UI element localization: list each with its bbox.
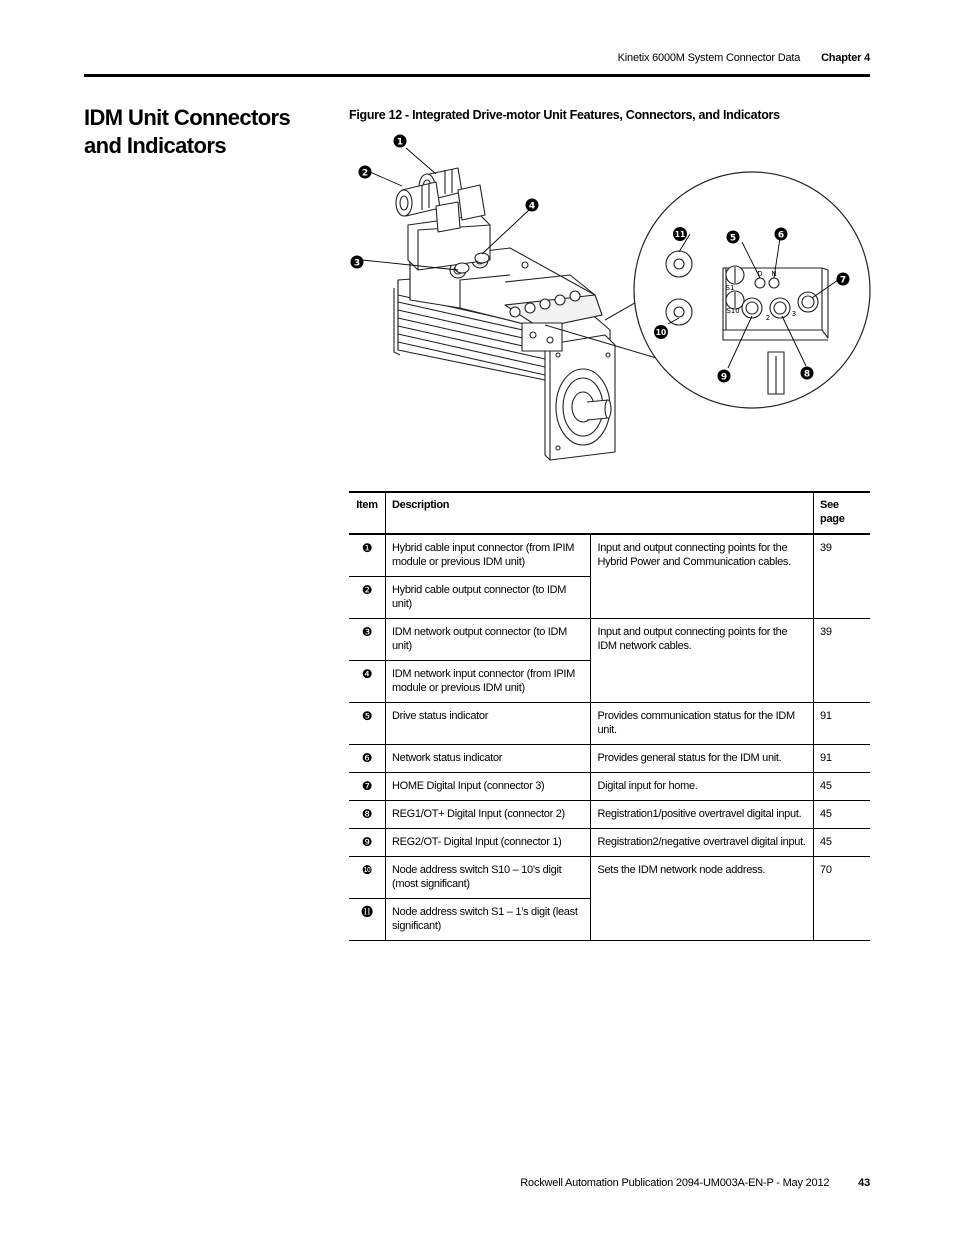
- callout-7: [837, 273, 850, 286]
- callout-10: [654, 325, 668, 339]
- table-row: [349, 829, 870, 857]
- item-page: 45: [814, 801, 870, 829]
- item-number: ❺: [349, 703, 385, 745]
- page-footer: [84, 1177, 870, 1189]
- svg-text:2: 2: [361, 168, 369, 179]
- figure-caption: Figure 12 - Integrated Drive-motor Unit Features, Connectors, and Indicators: [349, 108, 780, 122]
- item-function: Registration1/positive overtravel digital input.: [591, 801, 814, 829]
- item-function: Sets the IDM network node address.: [591, 857, 814, 941]
- item-description: HOME Digital Input (connector 3): [385, 773, 590, 801]
- item-page: 45: [814, 773, 870, 801]
- svg-text:9: 9: [720, 372, 728, 383]
- table-row: [349, 703, 870, 745]
- item-number: ❿: [349, 857, 385, 899]
- svg-text:7: 7: [839, 275, 847, 286]
- section-title: IDM Unit Connectors and Indicators: [84, 105, 291, 158]
- connector-label-3: 3: [791, 310, 797, 318]
- chapter-label: Chapter 4: [821, 52, 870, 64]
- idm-unit-figure: [340, 130, 880, 470]
- item-function: Provides communication status for the IDM unit.: [591, 703, 814, 745]
- callout-2: [359, 166, 372, 179]
- table-header-row: [349, 492, 870, 534]
- item-page: 45: [814, 829, 870, 857]
- switch-label-s10: S10: [726, 307, 740, 315]
- header-rule: [84, 74, 870, 77]
- connector-label-2: 2: [765, 314, 771, 322]
- item-page: 91: [814, 745, 870, 773]
- publication-info: Rockwell Automation Publication 2094-UM003A-EN-P - May 2012: [520, 1177, 830, 1189]
- table-row: [349, 745, 870, 773]
- item-description: Node address switch S10 – 10’s digit (most significant): [385, 857, 590, 899]
- svg-text:10: 10: [655, 328, 667, 337]
- callout-1: [394, 135, 407, 148]
- table-row: [349, 773, 870, 801]
- table-row: [349, 534, 870, 577]
- svg-text:3: 3: [353, 258, 361, 269]
- item-description: Hybrid cable input connector (from IPIM module or previous IDM unit): [385, 534, 590, 577]
- header-description: Description: [385, 492, 813, 534]
- item-number: ⓫: [349, 899, 385, 941]
- svg-text:6: 6: [777, 230, 785, 241]
- item-description: IDM network input connector (from IPIM module or previous IDM unit): [385, 661, 590, 703]
- item-description: Hybrid cable output connector (to IDM unit): [385, 577, 590, 619]
- svg-text:4: 4: [528, 201, 536, 212]
- item-number: ❹: [349, 661, 385, 703]
- table-row: [349, 619, 870, 661]
- item-number: ❷: [349, 577, 385, 619]
- item-description: IDM network output connector (to IDM unit): [385, 619, 590, 661]
- header-item: Item: [349, 492, 385, 534]
- svg-text:11: 11: [674, 230, 686, 239]
- item-description: REG2/OT- Digital Input (connector 1): [385, 829, 590, 857]
- item-page: 91: [814, 703, 870, 745]
- callout-8: [801, 367, 814, 380]
- item-description: Drive status indicator: [385, 703, 590, 745]
- item-function: Input and output connecting points for the IDM network cables.: [591, 619, 814, 703]
- svg-text:8: 8: [803, 369, 811, 380]
- item-function: Input and output connecting points for the Hybrid Power and Communication cables.: [591, 534, 814, 619]
- item-page: 39: [814, 534, 870, 619]
- item-description: REG1/OT+ Digital Input (connector 2): [385, 801, 590, 829]
- item-number: ❸: [349, 619, 385, 661]
- page-number: 43: [858, 1177, 870, 1189]
- item-number: ❽: [349, 801, 385, 829]
- hybrid-connector-block: [396, 168, 490, 270]
- item-number: ❼: [349, 773, 385, 801]
- callout-9: [718, 370, 731, 383]
- item-description: Network status indicator: [385, 745, 590, 773]
- callout-3: [351, 256, 364, 269]
- item-page: 39: [814, 619, 870, 703]
- led-label-n: N: [771, 270, 777, 278]
- connector-table: [349, 491, 870, 941]
- svg-text:1: 1: [396, 137, 404, 148]
- item-description: Node address switch S1 – 1’s digit (least significant): [385, 899, 590, 941]
- table-row: [349, 857, 870, 899]
- callout-11: [673, 227, 687, 241]
- led-label-d: D: [757, 270, 763, 278]
- switch-label-s1: S1: [725, 284, 735, 292]
- item-number: ❾: [349, 829, 385, 857]
- callout-5: [727, 231, 740, 244]
- item-page: 70: [814, 857, 870, 941]
- callout-4: [526, 199, 539, 212]
- svg-text:5: 5: [729, 233, 737, 244]
- callout-6: [775, 228, 788, 241]
- item-function: Registration2/negative overtravel digital input.: [591, 829, 814, 857]
- page-header: [84, 52, 870, 74]
- table-row: [349, 801, 870, 829]
- item-number: ❶: [349, 534, 385, 577]
- item-number: ❻: [349, 745, 385, 773]
- item-function: Digital input for home.: [591, 773, 814, 801]
- header-see-page: See page: [814, 492, 870, 534]
- running-title: Kinetix 6000M System Connector Data: [617, 52, 801, 64]
- item-function: Provides general status for the IDM unit.: [591, 745, 814, 773]
